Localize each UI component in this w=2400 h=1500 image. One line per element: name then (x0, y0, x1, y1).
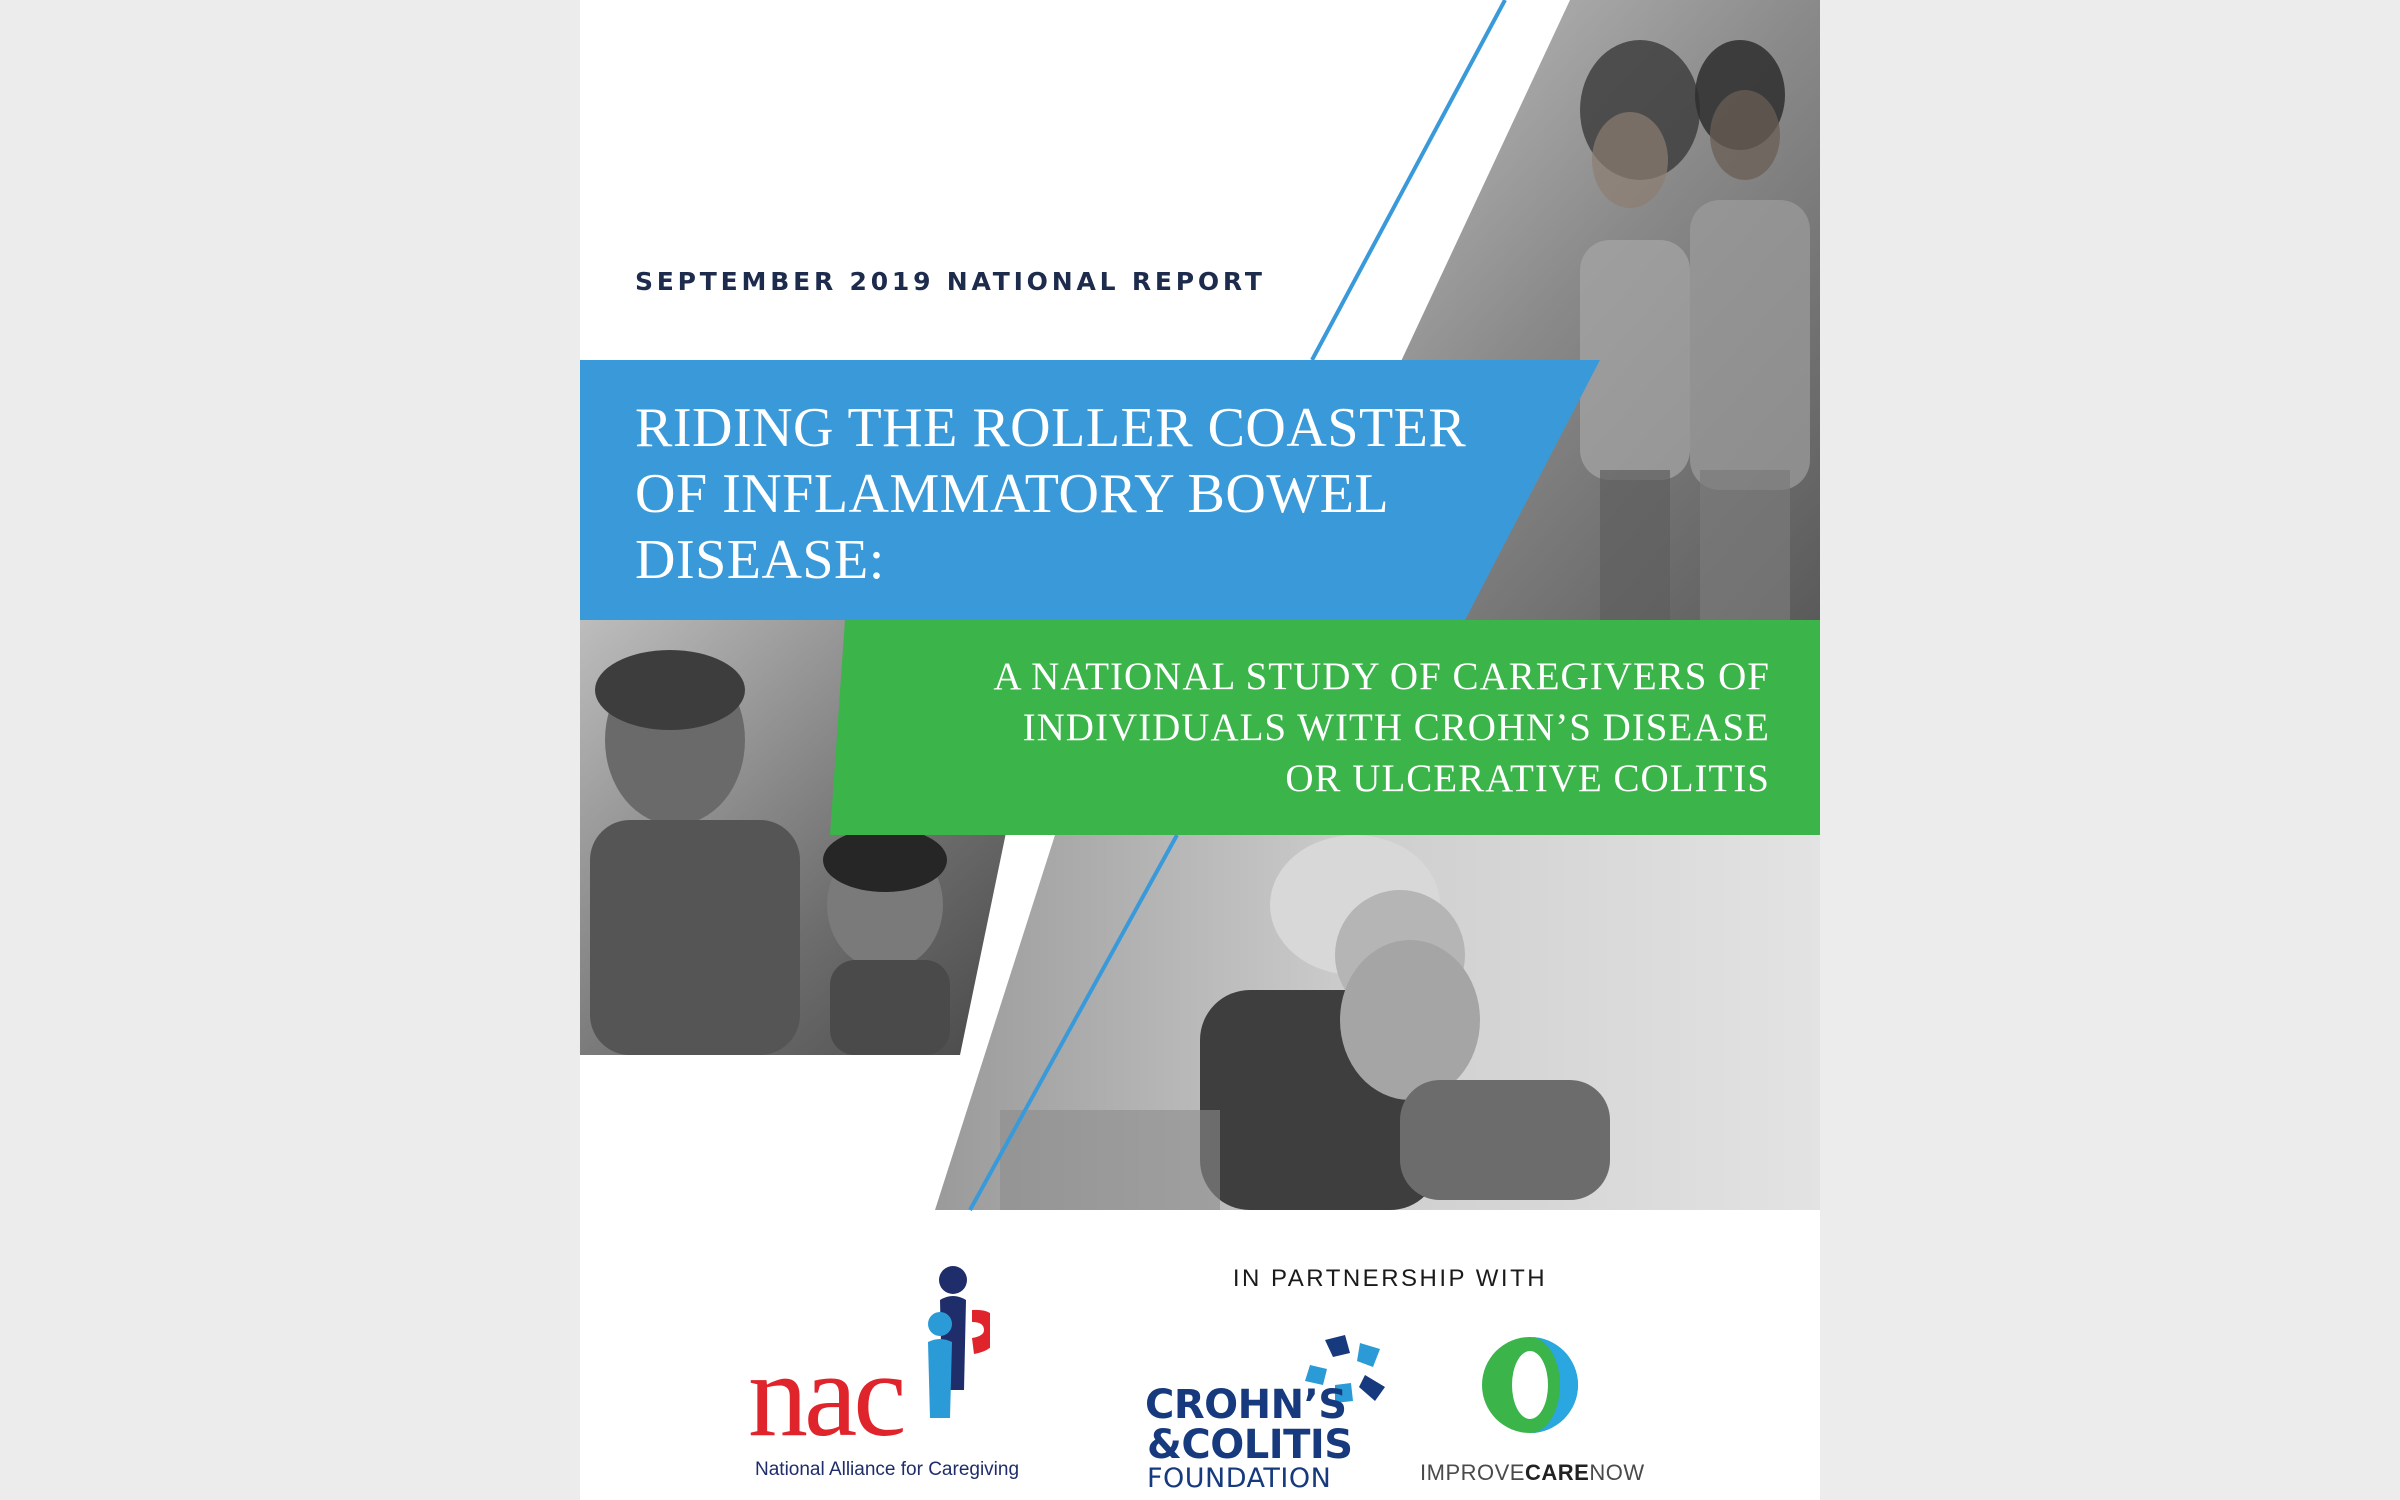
nac-caption: National Alliance for Caregiving (755, 1459, 1020, 1480)
mother-daughter-photo (935, 835, 1820, 1210)
report-date: SEPTEMBER 2019 NATIONAL REPORT (635, 267, 1266, 296)
icn-circle-icon (1480, 1335, 1580, 1435)
ccf-line-3: FOUNDATION (1147, 1463, 1332, 1494)
subtitle-line-1: A NATIONAL STUDY OF CAREGIVERS OF (993, 655, 1770, 698)
subtitle-line-2: INDIVIDUALS WITH CROHN’S DISEASE (1022, 706, 1770, 749)
nac-wordmark: nac (748, 1328, 903, 1461)
report-cover (580, 0, 1820, 1500)
ccf-line-2: &COLITIS (1147, 1422, 1353, 1468)
nac-logo (750, 1250, 990, 1480)
title-line-1: RIDING THE ROLLER COASTER (635, 397, 1467, 459)
subtitle-line-3: OR ULCERATIVE COLITIS (1285, 757, 1770, 800)
icn-wordmark (1420, 1462, 1645, 1484)
icn-part-3: NOW (1589, 1460, 1645, 1485)
title-line-2: OF INFLAMMATORY BOWEL (635, 463, 1390, 525)
partnership-label: IN PARTNERSHIP WITH (1232, 1265, 1548, 1292)
title-line-3: DISEASE: (635, 529, 885, 591)
ccf-line-1: CROHN’S (1145, 1382, 1347, 1428)
icn-part-1: IMPROVE (1420, 1460, 1525, 1485)
icn-part-2: CARE (1524, 1460, 1590, 1485)
